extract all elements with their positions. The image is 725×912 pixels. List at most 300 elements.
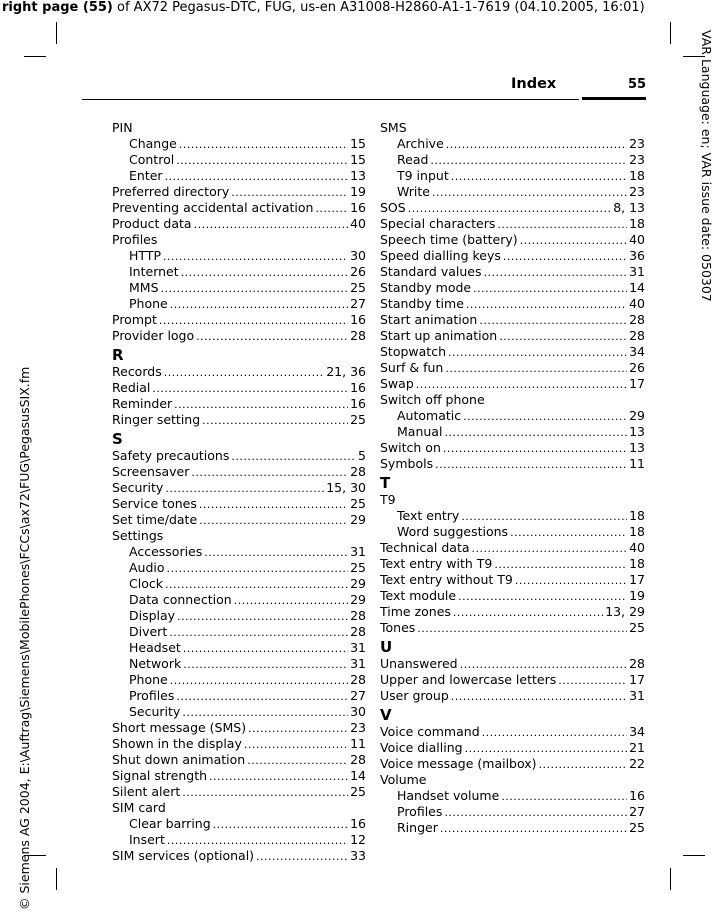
entry-page-number: 28 — [350, 608, 366, 623]
index-entry — [112, 232, 366, 248]
index-subentry — [112, 640, 366, 656]
dot-leader — [174, 397, 348, 413]
dot-leader — [417, 621, 627, 637]
entry-page-number: 26 — [629, 360, 645, 375]
print-header-page: right page (55) — [2, 0, 113, 15]
entry-term: Swap — [380, 376, 414, 391]
entry-page-number: 27 — [629, 804, 645, 819]
index-entry — [112, 412, 366, 428]
dot-leader — [440, 821, 627, 837]
entry-term: Security — [129, 704, 181, 719]
entry-page-number: 31 — [350, 544, 366, 559]
entry-page-number: 31 — [629, 264, 645, 279]
crop-mark — [24, 56, 46, 57]
crop-mark — [670, 868, 671, 890]
dot-leader — [466, 297, 627, 313]
entry-term: Start animation — [380, 312, 478, 327]
index-subentry — [112, 280, 366, 296]
index-subentry — [112, 168, 366, 184]
index-entry — [380, 344, 645, 360]
dot-leader — [231, 185, 348, 201]
entry-page-number: 25 — [629, 620, 645, 635]
index-subentry — [112, 816, 366, 832]
entry-term: Prompt — [112, 312, 157, 327]
entry-page-number: 23 — [629, 152, 645, 167]
entry-term: Clock — [129, 576, 163, 591]
index-entry — [380, 740, 645, 756]
entry-term: Start up animation — [380, 328, 498, 343]
entry-page-number: 25 — [350, 560, 366, 575]
index-column-left — [112, 120, 366, 864]
index-entry — [380, 248, 645, 264]
entry-page-number: 34 — [629, 344, 645, 359]
print-header — [2, 0, 645, 15]
index-subentry — [380, 424, 645, 440]
entry-page-number: 5 — [358, 448, 366, 463]
dot-leader — [460, 657, 628, 673]
index-entry — [380, 688, 645, 704]
entry-page-number: 30 — [350, 248, 366, 263]
dot-leader — [444, 425, 627, 441]
dot-leader — [169, 625, 348, 641]
dot-leader — [202, 413, 348, 429]
index-subentry — [112, 704, 366, 720]
entry-term: MMS — [129, 280, 159, 295]
index-entry — [112, 312, 366, 328]
entry-term: Records — [112, 364, 162, 379]
index-entry — [380, 556, 645, 572]
index-entry — [112, 120, 366, 136]
dot-leader — [199, 513, 348, 529]
index-entry — [112, 528, 366, 544]
entry-page-number: 25 — [629, 820, 645, 835]
index-entry — [112, 848, 366, 864]
var-language-note: VAR Language: en; VAR issue date: 050307 — [699, 30, 714, 302]
index-entry — [112, 216, 366, 232]
entry-page-number: 13 — [629, 440, 645, 455]
dot-leader — [446, 137, 627, 153]
dot-leader — [234, 593, 348, 609]
dot-leader — [244, 737, 348, 753]
index-letter-heading: V — [380, 706, 392, 724]
index-entry — [112, 364, 366, 380]
copyright-path: © Siemens AG 2004, E:\Auftrag\Siemens\MobilePhones\FCCs\ax72\FUG\PegasusSIX.fm — [17, 366, 32, 910]
entry-page-number: 28 — [629, 312, 645, 327]
entry-page-number: 13, 29 — [605, 604, 645, 619]
entry-term: Provider logo — [112, 328, 195, 343]
dot-leader — [479, 313, 627, 329]
index-entry — [380, 604, 645, 620]
entry-page-number: 18 — [629, 524, 645, 539]
entry-page-number: 28 — [350, 752, 366, 767]
dot-leader — [167, 833, 348, 849]
entry-term: Reminder — [112, 396, 173, 411]
entry-page-number: 8, 13 — [613, 200, 645, 215]
entry-page-number: 40 — [629, 540, 645, 555]
index-subentry — [112, 576, 366, 592]
entry-term: Ringer setting — [112, 412, 201, 427]
entry-term: Word suggestions — [397, 524, 509, 539]
index-entry — [380, 200, 645, 216]
entry-page-number: 40 — [629, 296, 645, 311]
entry-page-number: 13 — [629, 424, 645, 439]
entry-page-number: 23 — [629, 136, 645, 151]
entry-term: Switch on — [380, 440, 441, 455]
index-entry — [112, 200, 366, 216]
crop-mark — [56, 868, 57, 890]
entry-term: Service tones — [112, 496, 197, 511]
dot-leader — [499, 329, 627, 345]
index-subentry — [380, 508, 645, 524]
entry-page-number: 16 — [350, 396, 366, 411]
entry-term: Standby mode — [380, 280, 472, 295]
entry-page-number: 29 — [350, 576, 366, 591]
dot-leader — [445, 361, 627, 377]
entry-term: Settings — [112, 528, 164, 543]
entry-page-number: 28 — [350, 624, 366, 639]
index-entry — [380, 328, 645, 344]
entry-page-number: 11 — [629, 456, 645, 471]
entry-term: Accessories — [129, 544, 203, 559]
index-subentry — [112, 248, 366, 264]
dot-leader — [416, 377, 627, 393]
dot-leader — [444, 805, 627, 821]
index-subentry — [112, 296, 366, 312]
entry-term: Safety precautions — [112, 448, 230, 463]
index-entry — [380, 440, 645, 456]
entry-page-number: 21 — [629, 740, 645, 755]
dot-leader — [176, 689, 348, 705]
entry-page-number: 14 — [629, 280, 645, 295]
dot-leader — [501, 789, 627, 805]
entry-term: Product data — [112, 216, 192, 231]
entry-term: Handset volume — [397, 788, 500, 803]
index-entry — [112, 784, 366, 800]
dot-leader — [461, 509, 627, 525]
index-entry — [112, 736, 366, 752]
index-entry — [112, 328, 366, 344]
index-subentry — [112, 832, 366, 848]
index-entry — [112, 512, 366, 528]
entry-term: Write — [397, 184, 431, 199]
index-subentry — [112, 152, 366, 168]
index-entry — [380, 620, 645, 636]
entry-term: Ringer — [397, 820, 438, 835]
entry-page-number: 17 — [629, 672, 645, 687]
entry-term: Technical data — [380, 540, 470, 555]
index-entry — [380, 296, 645, 312]
index-subentry — [380, 408, 645, 424]
index-entry — [380, 492, 645, 508]
entry-term: Tones — [380, 620, 416, 635]
entry-page-number: 31 — [350, 656, 366, 671]
index-subentry — [112, 592, 366, 608]
dot-leader — [539, 757, 628, 773]
index-entry — [112, 184, 366, 200]
entry-term: Text entry without T9 — [380, 572, 513, 587]
page-title: Index — [511, 76, 557, 92]
index-subentry — [380, 184, 645, 200]
entry-page-number: 18 — [629, 508, 645, 523]
index-subentry — [112, 544, 366, 560]
entry-page-number: 15, 30 — [326, 480, 366, 495]
dot-leader — [256, 849, 348, 865]
dot-leader — [482, 725, 627, 741]
dot-leader — [458, 589, 627, 605]
entry-term: Short message (SMS) — [112, 720, 247, 735]
entry-page-number: 25 — [350, 280, 366, 295]
index-entry — [380, 756, 645, 772]
entry-page-number: 14 — [350, 768, 366, 783]
entry-term: Insert — [129, 832, 165, 847]
dot-leader — [484, 265, 628, 281]
dot-leader — [473, 281, 627, 297]
dot-leader — [451, 689, 627, 705]
entry-term: Control — [129, 152, 175, 167]
entry-page-number: 16 — [350, 816, 366, 831]
entry-page-number: 16 — [350, 200, 366, 215]
index-entry — [112, 752, 366, 768]
dot-leader — [159, 313, 348, 329]
entry-page-number: 28 — [350, 464, 366, 479]
dot-leader — [453, 605, 603, 621]
index-entry — [112, 768, 366, 784]
entry-term: Preferred directory — [112, 184, 230, 199]
entry-term: Set time/date — [112, 512, 198, 527]
index-subentry — [112, 656, 366, 672]
index-entry — [380, 280, 645, 296]
dot-leader — [163, 249, 348, 265]
entry-page-number: 23 — [350, 720, 366, 735]
entry-term: Text module — [380, 588, 457, 603]
index-subentry — [112, 136, 366, 152]
entry-page-number: 18 — [629, 216, 645, 231]
index-subentry — [380, 524, 645, 540]
dot-leader — [448, 345, 627, 361]
entry-term: Stopwatch — [380, 344, 446, 359]
entry-term: HTTP — [129, 248, 161, 263]
index-subentry — [112, 624, 366, 640]
index-subentry — [380, 804, 645, 820]
index-entry — [112, 448, 366, 464]
entry-term: Upper and lowercase letters — [380, 672, 557, 687]
entry-term: SMS — [380, 120, 407, 135]
entry-page-number: 29 — [350, 512, 366, 527]
entry-term: Manual — [397, 424, 443, 439]
entry-term: SOS — [380, 200, 406, 215]
entry-page-number: 25 — [350, 784, 366, 799]
index-subentry — [380, 152, 645, 168]
entry-term: Network — [129, 656, 182, 671]
entry-term: Preventing accidental activation — [112, 200, 314, 215]
dot-leader — [432, 185, 627, 201]
dot-leader — [465, 741, 628, 757]
dot-leader — [170, 297, 348, 313]
dot-leader — [191, 465, 348, 481]
dot-leader — [209, 769, 348, 785]
entry-page-number: 16 — [350, 312, 366, 327]
entry-page-number: 40 — [629, 232, 645, 247]
entry-term: T9 — [380, 492, 396, 507]
entry-page-number: 31 — [350, 640, 366, 655]
index-letter-heading: R — [112, 346, 124, 364]
entry-term: Data connection — [129, 592, 232, 607]
entry-term: Voice message (mailbox) — [380, 756, 537, 771]
entry-page-number: 26 — [350, 264, 366, 279]
index-letter-heading: T — [380, 474, 391, 492]
entry-term: User group — [380, 688, 449, 703]
index-subentry — [380, 820, 645, 836]
entry-term: Automatic — [397, 408, 462, 423]
entry-page-number: 29 — [629, 408, 645, 423]
dot-leader — [472, 541, 628, 557]
entry-term: Headset — [129, 640, 181, 655]
entry-page-number: 22 — [629, 756, 645, 771]
entry-term: Speech time (battery) — [380, 232, 518, 247]
entry-term: Clear barring — [129, 816, 211, 831]
dot-leader — [315, 201, 348, 217]
entry-page-number: 11 — [350, 736, 366, 751]
dot-leader — [494, 557, 627, 573]
entry-page-number: 34 — [629, 724, 645, 739]
dot-leader — [161, 281, 349, 297]
crop-mark — [683, 855, 705, 856]
entry-term: Audio — [129, 560, 165, 575]
entry-page-number: 17 — [629, 376, 645, 391]
index-entry — [380, 376, 645, 392]
entry-page-number: 16 — [350, 380, 366, 395]
entry-term: Special characters — [380, 216, 496, 231]
dot-leader — [558, 673, 627, 689]
entry-term: Switch off phone — [380, 392, 485, 407]
index-entry — [112, 720, 366, 736]
dot-leader — [204, 545, 348, 561]
index-entry — [380, 572, 645, 588]
index-entry — [112, 496, 366, 512]
dot-leader — [443, 441, 627, 457]
index-entry — [380, 540, 645, 556]
entry-term: Standby time — [380, 296, 464, 311]
dot-leader — [497, 217, 627, 233]
dot-leader — [199, 497, 348, 513]
dot-leader — [515, 573, 627, 589]
dot-leader — [182, 785, 348, 801]
entry-term: Volume — [380, 772, 427, 787]
entry-term: Change — [129, 136, 177, 151]
entry-page-number: 29 — [350, 592, 366, 607]
dot-leader — [213, 817, 348, 833]
dot-leader — [503, 249, 627, 265]
dot-leader — [451, 169, 627, 185]
dot-leader — [182, 705, 348, 721]
entry-term: Text entry — [397, 508, 460, 523]
page-number: 55 — [628, 77, 647, 92]
entry-page-number: 17 — [629, 572, 645, 587]
dot-leader — [435, 457, 627, 473]
entry-page-number: 28 — [629, 656, 645, 671]
index-subentry — [112, 560, 366, 576]
dot-leader — [165, 577, 348, 593]
dot-leader — [170, 673, 348, 689]
dot-leader — [248, 721, 348, 737]
entry-term: Phone — [129, 296, 168, 311]
entry-term: SIM services (optional) — [112, 848, 255, 863]
entry-term: Redial — [112, 380, 151, 395]
dot-leader — [165, 481, 324, 497]
entry-term: Voice dialling — [380, 740, 463, 755]
entry-term: Read — [397, 152, 429, 167]
dot-leader — [181, 265, 348, 281]
entry-term: Internet — [129, 264, 179, 279]
entry-page-number: 16 — [629, 788, 645, 803]
dot-leader — [183, 657, 348, 673]
index-entry — [380, 120, 645, 136]
entry-page-number: 27 — [350, 688, 366, 703]
crop-mark — [670, 22, 671, 44]
dot-leader — [231, 449, 356, 465]
entry-term: Shut down animation — [112, 752, 246, 767]
entry-term: Security — [112, 480, 164, 495]
dot-leader — [520, 233, 627, 249]
entry-term: Archive — [397, 136, 444, 151]
index-subentry — [112, 264, 366, 280]
index-subentry — [380, 136, 645, 152]
entry-term: Silent alert — [112, 784, 181, 799]
entry-term: Profiles — [112, 232, 158, 247]
index-entry — [380, 360, 645, 376]
entry-page-number: 25 — [350, 496, 366, 511]
dot-leader — [247, 753, 348, 769]
index-entry — [112, 380, 366, 396]
entry-page-number: 13 — [350, 168, 366, 183]
index-entry — [380, 588, 645, 604]
dot-leader — [176, 153, 348, 169]
index-entry — [112, 480, 366, 496]
index-entry — [380, 264, 645, 280]
index-entry — [380, 672, 645, 688]
entry-term: Profiles — [397, 804, 443, 819]
entry-term: T9 input — [397, 168, 449, 183]
dot-leader — [510, 525, 627, 541]
entry-term: Shown in the display — [112, 736, 242, 751]
dot-leader — [408, 201, 611, 217]
index-entry — [112, 464, 366, 480]
print-header-info: of AX72 Pegasus-DTC, FUG, us-en A31008-H2860-A1-1-7619 (04.10.2005, 16:01) — [112, 0, 645, 15]
entry-term: Divert — [129, 624, 168, 639]
entry-term: Unanswered — [380, 656, 458, 671]
index-entry — [380, 312, 645, 328]
entry-page-number: 25 — [350, 412, 366, 427]
dot-leader — [177, 609, 348, 625]
header-rule-bold — [582, 97, 646, 100]
dot-leader — [179, 137, 348, 153]
entry-page-number: 21, 36 — [326, 364, 366, 379]
entry-page-number: 15 — [350, 152, 366, 167]
entry-page-number: 33 — [350, 848, 366, 863]
entry-term: Signal strength — [112, 768, 208, 783]
index-entry — [380, 456, 645, 472]
entry-term: Enter — [129, 168, 163, 183]
entry-page-number: 27 — [350, 296, 366, 311]
index-entry — [112, 396, 366, 412]
dot-leader — [165, 169, 349, 185]
dot-leader — [463, 409, 627, 425]
entry-term: Profiles — [129, 688, 175, 703]
entry-page-number: 15 — [350, 136, 366, 151]
header-rule — [82, 99, 579, 100]
crop-mark — [56, 22, 57, 44]
entry-page-number: 23 — [629, 184, 645, 199]
